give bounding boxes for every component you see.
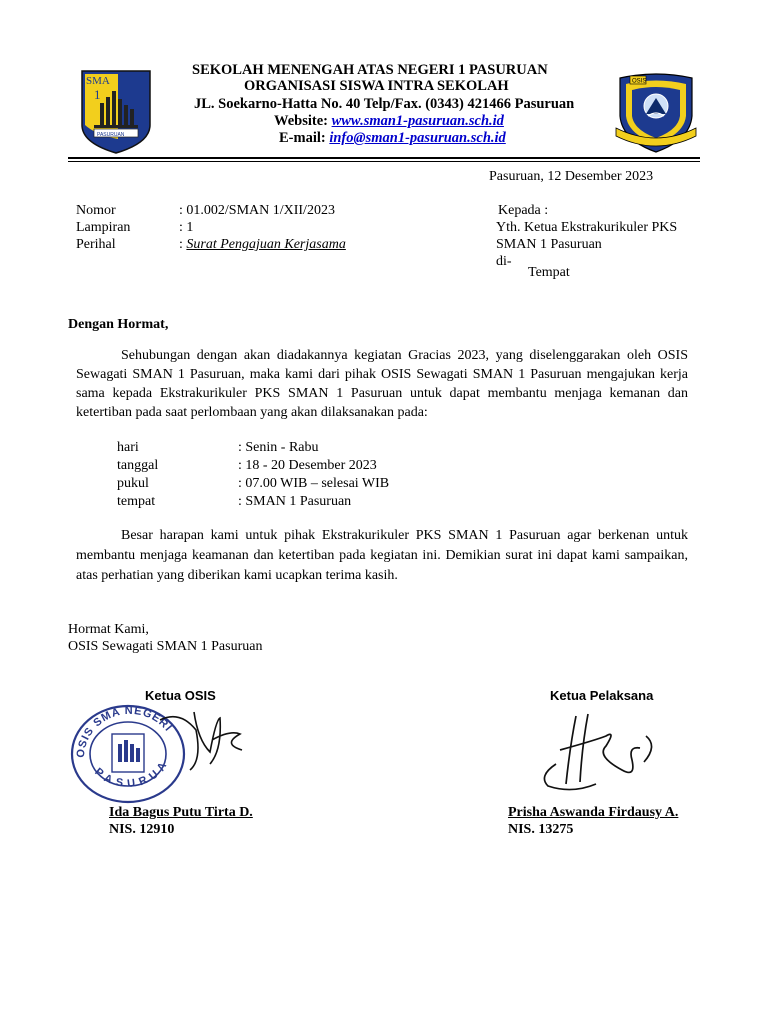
right-signatory-title: Ketua Pelaksana <box>550 688 654 703</box>
recipient-line1: Yth. Ketua Ekstrakurikuler PKS <box>496 220 678 235</box>
meta-nomor <box>76 202 335 219</box>
recipient-line2: SMAN 1 Pasuruan <box>496 237 602 252</box>
letter-date: Pasuruan, 12 Desember 2023 <box>489 169 654 184</box>
detail-tanggal <box>117 457 377 474</box>
detail-value: : 18 - 20 Desember 2023 <box>238 458 377 473</box>
detail-label: hari <box>117 440 139 455</box>
closing-line2: OSIS Sewagati SMAN 1 Pasuruan <box>68 639 263 654</box>
left-signatory-name: Ida Bagus Putu Tirta D. <box>109 805 253 820</box>
meta-label: Lampiran <box>76 220 131 235</box>
meta-label: Perihal <box>76 237 116 252</box>
header-divider-thick <box>68 157 700 159</box>
detail-label: tanggal <box>117 458 159 473</box>
left-signatory-nis: NIS. 12910 <box>109 822 175 837</box>
closing-line1: Hormat Kami, <box>68 622 149 637</box>
website-line <box>274 113 504 130</box>
website-label: Website: <box>274 113 328 129</box>
detail-hari <box>117 439 319 456</box>
detail-value: : Senin - Rabu <box>238 440 319 455</box>
detail-pukul <box>117 475 389 492</box>
osis-shield-logo <box>612 70 700 156</box>
recipient-line4: Tempat <box>528 265 570 280</box>
recipient-line3: di- <box>496 254 512 269</box>
detail-value: : SMAN 1 Pasuruan <box>238 494 352 509</box>
osis-badge-text: OSIS <box>632 78 647 85</box>
header-divider-thin <box>68 161 700 162</box>
school-crest-logo <box>80 69 152 155</box>
right-signatory-nis: NIS. 13275 <box>508 822 574 837</box>
salutation: Dengan Hormat, <box>68 317 169 332</box>
left-signatory-title: Ketua OSIS <box>145 688 216 703</box>
school-address: JL. Soekarno-Hatta No. 40 Telp/Fax. (0343) 421466 Pasuruan <box>194 96 575 112</box>
email-link[interactable]: info@sman1-pasuruan.sch.id <box>329 130 506 146</box>
meta-value: : 1 <box>179 220 194 235</box>
detail-value: : 07.00 WIB – selesai WIB <box>238 476 390 491</box>
school-name: SEKOLAH MENENGAH ATAS NEGERI 1 PASURUAN <box>192 62 548 78</box>
organization-name: ORGANISASI SISWA INTRA SEKOLAH <box>244 78 509 94</box>
detail-label: tempat <box>117 494 156 509</box>
right-signature <box>536 706 666 796</box>
paragraph-closing: Besar harapan kami untuk pihak Ekstrakurikuler PKS SMAN 1 Pasuruan agar berkenan untuk membantu menjaga keamanan dan ketertiban pada kegiatan ini. Demikian surat ini dapat kami sampaikan, atas perhatian yang diberikan kami ucapkan terima kasih. <box>76 528 688 583</box>
meta-label: Nomor <box>76 203 116 218</box>
paragraph-intro: Sehubungan dengan akan diadakannya kegiatan Gracias 2023, yang diselenggarakan oleh OSIS Sewagati SMAN 1 Pasuruan, maka kami dari pihak OSIS Sewagati SMAN 1 Pasuruan mengajukan kerja sama kepada Ekstrakurikuler PKS SMAN 1 Pasuruan untuk dapat membantu menjaga kemanan dan ketertiban pada saat perlombaan yang akan dilaksanakan pada: <box>76 348 688 420</box>
email-line <box>279 130 506 147</box>
website-link[interactable]: www.sman1-pasuruan.sch.id <box>331 113 504 129</box>
left-signature <box>150 700 270 780</box>
meta-prefix: : <box>179 237 187 252</box>
logo-city-text: PASURUAN <box>97 132 125 138</box>
email-label: E-mail: <box>279 130 326 146</box>
logo-number: 1 <box>94 87 101 102</box>
detail-label: pukul <box>117 476 149 491</box>
meta-lampiran <box>76 219 193 236</box>
meta-value: : 01.002/SMAN 1/XII/2023 <box>179 203 335 218</box>
recipient-heading: Kepada : <box>498 203 549 218</box>
detail-tempat <box>117 493 351 510</box>
right-signatory-name: Prisha Aswanda Firdausy A. <box>508 805 679 820</box>
meta-perihal <box>76 236 346 253</box>
stamp-top-text: OSIS SMA NEGERI <box>74 704 175 759</box>
logo-sma-text: SMA <box>86 75 110 87</box>
stamp-bottom-text: PASURUA <box>92 756 172 791</box>
subject-value: Surat Pengajuan Kerjasama <box>186 237 346 252</box>
